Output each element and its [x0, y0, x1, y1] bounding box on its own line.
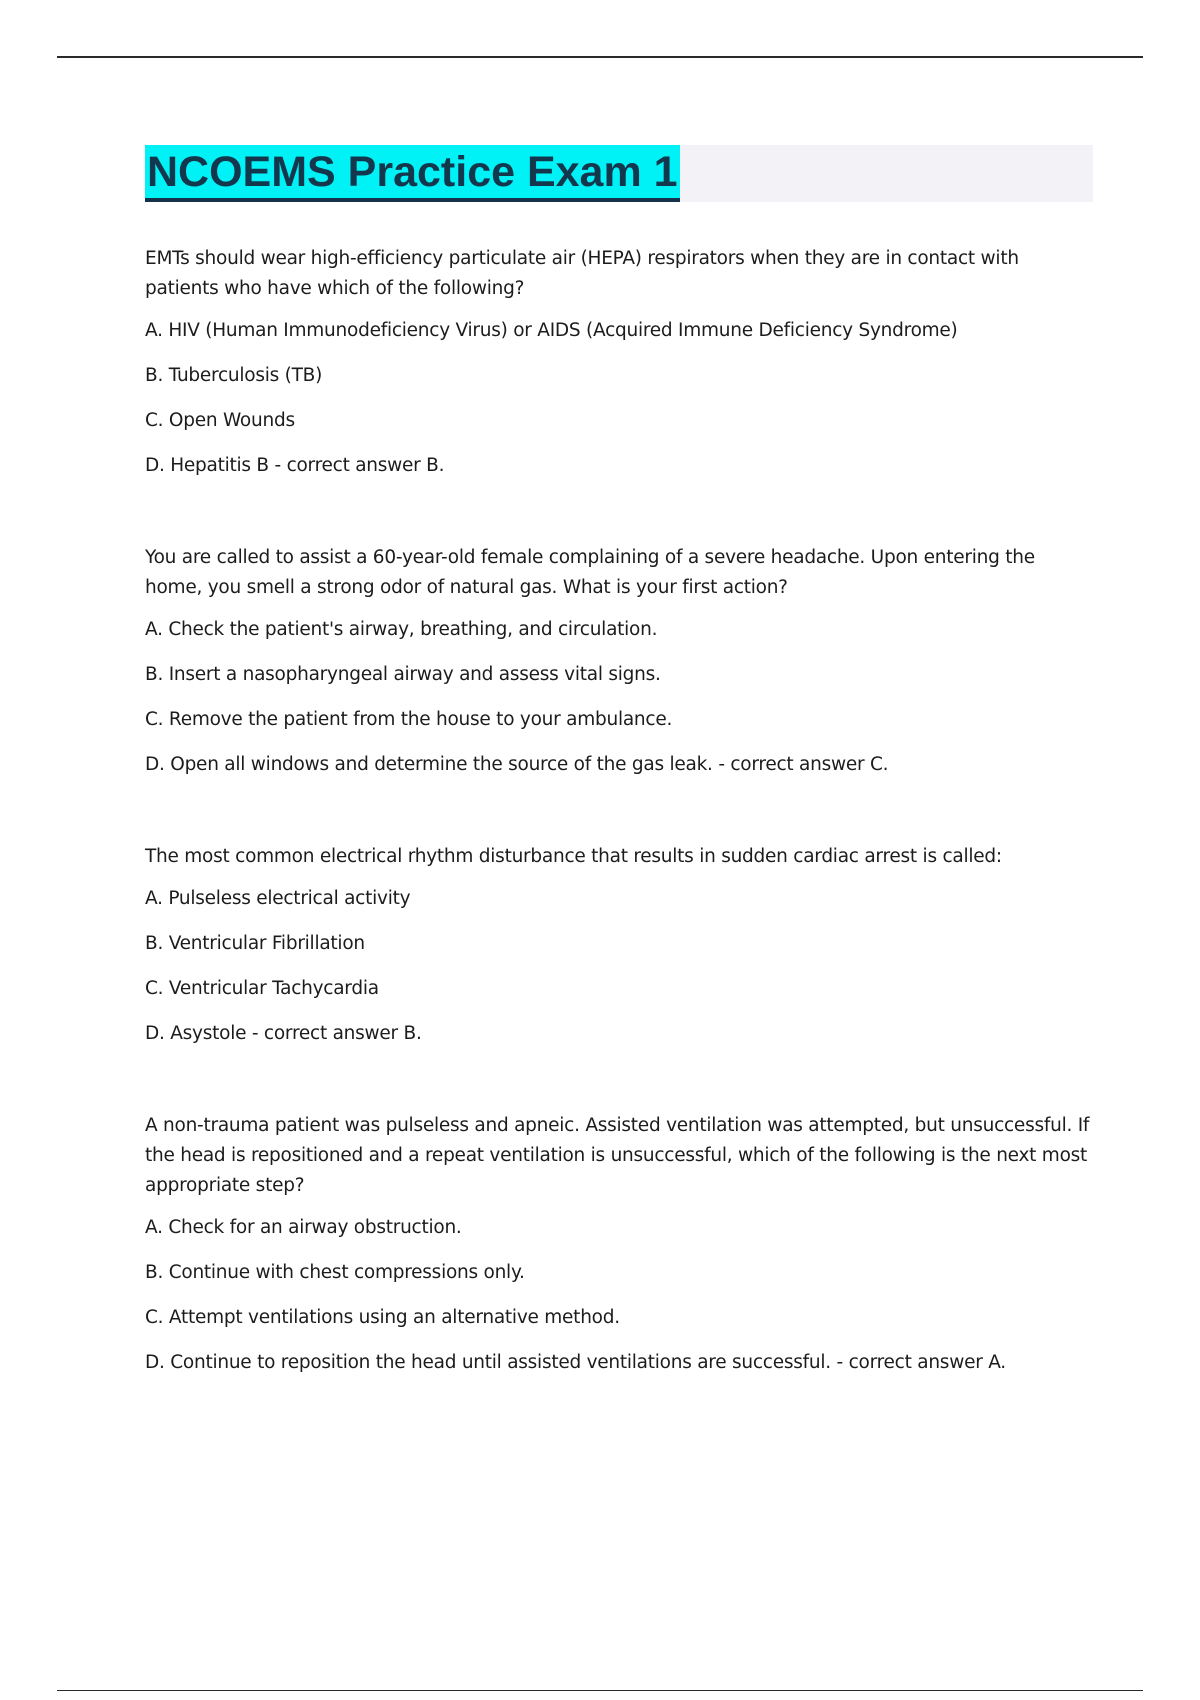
question-list: [145, 244, 1095, 1440]
question-text: A non-trauma patient was pulseless and apneic. Assisted ventilation was attempted, but unsuccessful. If the head is repositioned and a repeat ventilation is unsuccessful, which of the following is the next most appropriate step?: [145, 1115, 1090, 1196]
question-2: [145, 543, 1095, 780]
option-d: D. Continue to reposition the head until assisted ventilations are successful. - correct answer A.: [145, 1352, 1006, 1373]
question-text: EMTs should wear high-efficiency particulate air (HEPA) respirators when they are in contact with patients who have which of the following?: [145, 248, 1019, 299]
option-a: A. Check the patient's airway, breathing, and circulation.: [145, 619, 658, 640]
option-c: C. Attempt ventilations using an alternative method.: [145, 1307, 620, 1328]
page-title: NCOEMS Practice Exam 1: [145, 145, 680, 202]
option-d: D. Asystole - correct answer B.: [145, 1023, 422, 1044]
header-rule: [57, 56, 1143, 58]
option-c: C. Remove the patient from the house to your ambulance.: [145, 709, 673, 730]
option-a: A. Check for an airway obstruction.: [145, 1217, 462, 1238]
question-text: You are called to assist a 60-year-old female complaining of a severe headache. Upon entering the home, you smell a strong odor of natural gas. What is your first action?: [145, 547, 1035, 598]
option-c: C. Open Wounds: [145, 410, 295, 431]
footer-rule: [57, 1690, 1143, 1691]
option-a: A. HIV (Human Immunodeficiency Virus) or AIDS (Acquired Immune Deficiency Syndrome): [145, 320, 958, 341]
option-b: B. Ventricular Fibrillation: [145, 933, 365, 954]
option-b: B. Insert a nasopharyngeal airway and assess vital signs.: [145, 664, 661, 685]
option-d: D. Hepatitis B - correct answer B.: [145, 455, 445, 476]
option-b: B. Continue with chest compressions only.: [145, 1262, 525, 1283]
option-b: B. Tuberculosis (TB): [145, 365, 323, 386]
question-1: [145, 244, 1095, 481]
question-text: The most common electrical rhythm disturbance that results in sudden cardiac arrest is called:: [145, 846, 1002, 867]
question-4: [145, 1111, 1095, 1378]
question-3: [145, 842, 1095, 1049]
option-a: A. Pulseless electrical activity: [145, 888, 411, 909]
option-d: D. Open all windows and determine the source of the gas leak. - correct answer C.: [145, 754, 889, 775]
option-c: C. Ventricular Tachycardia: [145, 978, 379, 999]
